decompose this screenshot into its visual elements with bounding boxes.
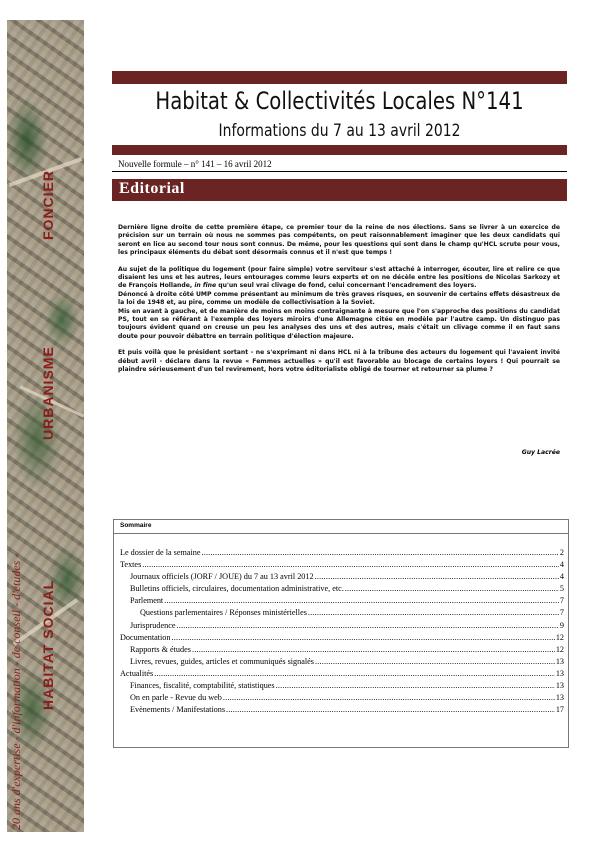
toc-entry-label: Livres, revues, guides, articles et communiqués signalés [130,656,314,666]
toc-entry[interactable] [120,559,564,571]
toc-entry[interactable] [120,583,564,595]
toc-entry[interactable] [120,571,564,583]
foncier-label: FONCIER [40,170,56,240]
editorial-paragraph: Au sujet de la politique du logement (pour faire simple) votre serviteur s'est attaché à interroger, écouter, lire et relire ce que disaient les uns et les autres, leurs entourages comme leurs experts et on ne décèle entre les positions de Nicolas Sarkozy et de François Hollande, in fine qu'un seul vrai clivage de fond, celui concernant l'encadrement des loyers. [118,265,560,290]
toc-leader-dots [276,680,555,692]
header-bottom-bar [112,145,567,155]
toc-leader-dots [308,607,559,619]
habitat-social-label: HABITAT SOCIAL [40,579,56,710]
toc-entry[interactable] [120,656,564,668]
toc-entry[interactable] [120,632,564,644]
toc-entry-label: On en parle - Revue du web [130,693,222,703]
toc-entry[interactable] [120,595,564,607]
toc-leader-dots [315,656,555,668]
toc-leader-dots [171,632,554,644]
editorial-signature: Guy Lacrée [521,449,560,456]
toc-entry-label: Documentation [120,632,171,642]
header-top-bar [112,71,567,84]
toc-entry-page: 7 [559,596,564,606]
toc-entry-page: 13 [555,668,564,678]
toc-entry-page: 4 [559,560,564,570]
toc-entry-label: Questions parlementaires / Réponses ministérielles [140,608,307,618]
editorial-body [118,224,560,383]
toc-header [114,520,568,534]
toc-entry-label: Parlement [130,596,164,606]
toc-leader-dots [176,620,558,632]
page-title: Habitat & Collectivités Locales N°141 [155,87,524,115]
tagline: 20 ans d'expertise - d'information - de conseil - d'études - [9,553,23,830]
editorial-heading: Editorial [119,180,185,197]
toc-entry-page: 7 [559,608,564,618]
toc-entry[interactable] [120,680,564,692]
toc-leader-dots [154,668,555,680]
toc-entry-page: 5 [559,584,564,594]
toc-entry-page: 13 [555,681,564,691]
toc-entry-page: 17 [555,705,564,715]
toc-leader-dots [192,644,555,656]
toc-entry[interactable] [120,644,564,656]
toc-entry[interactable] [120,620,564,632]
toc-entry-label: Finances, fiscalité, comptabilité, statistiques [130,681,275,691]
editorial-paragraph: Mis en avant à gauche, et de manière de moins en moins contraignante à mesure que l'on s'approche des positions du candidat PS, tout en se référant à l'exemple des loyers miroirs d'une Allemagne citée en modèle par l'autre camp. Un distinguo pas toujours évident quand on creuse un peu les analyses des uns et des autres, mais c'était un clivage comme il en faut sans doute pour pouvoir débattre en terrain politique d'élection majeure. [118,307,560,340]
toc-heading: Sommaire [120,522,152,529]
toc-entry-page: 9 [559,620,564,630]
page-subtitle: Informations du 7 au 13 avril 2012 [218,121,461,141]
edition-line: Nouvelle formule – n° 141 – 16 avril 2012 [118,159,272,169]
toc-entry-label: Rapports & études [130,644,191,654]
toc-leader-dots [142,559,559,571]
toc-entry-label: Jurisprudence [130,620,176,630]
toc-entry[interactable] [120,547,564,559]
toc-entry[interactable] [120,704,564,716]
toc-entry-page: 13 [555,656,564,666]
toc-entry-label: Le dossier de la semaine [120,548,201,557]
toc-entry-label: Actualités [120,668,154,678]
urbanisme-label: URBANISME [40,346,56,440]
toc-entry-page: 4 [559,572,564,582]
toc-leader-dots [164,595,559,607]
divider [112,171,567,172]
editorial-heading-bar [112,179,567,201]
editorial-paragraph: Et puis voilà que le président sortant - ne s'exprimant ni dans HCL ni à la tribune des acteurs du logement qui l'avaient invité début avril - déclare dans la revue « Femmes actuelles » qu'il est favorable au blocage de certains loyers ! Qui pourrait se plaindre sérieusement d'un tel revirement, hors votre éditorialiste obligé de tourner et retourner sa plume ? [118,349,560,374]
toc-list [120,547,564,716]
toc-entry-page: 13 [555,693,564,703]
toc-entry-label: Journaux officiels (JORF / JOUE) du 7 au 13 avril 2012 [130,572,314,582]
toc-leader-dots [226,704,555,716]
toc-entry[interactable] [120,607,564,619]
toc-leader-dots [201,547,558,559]
editorial-paragraph: Dernière ligne droite de cette première étape, ce premier tour de la reine de nos élections. Sans se livrer à un exercice de précision sur un terrain où nous ne sommes pas compétents, on peut raisonnablement imaginer que les deux candidats qui seront en lice au second tour nous sont connus. De même, pour les questions qui sont dans le champ qu'HCL scrute pour vous, les principaux éléments du débat sont désormais connus et il n'est que temps ! [118,224,560,257]
toc-entry-label: Textes [120,560,142,570]
toc-entry[interactable] [120,668,564,680]
editorial-paragraph: Dénoncé à droite côté UMP comme présentant au minimum de très graves risques, en souvenir de certains effets désastreux de la loi de 1948 et, au pire, comme un modèle de collectivisation à la Soviet. [118,290,560,307]
toc-entry-page: 12 [555,632,564,642]
toc-entry-label: Evènements / Manifestations [130,705,226,715]
toc-leader-dots [315,571,559,583]
toc-entry[interactable] [120,692,564,704]
toc-entry-page: 2 [559,548,564,557]
toc-leader-dots [223,692,555,704]
table-of-contents [113,519,569,748]
toc-leader-dots [345,583,559,595]
toc-entry-label: Bulletins officiels, circulaires, documentation administrative, etc. [130,584,344,594]
toc-entry-page: 12 [555,644,564,654]
